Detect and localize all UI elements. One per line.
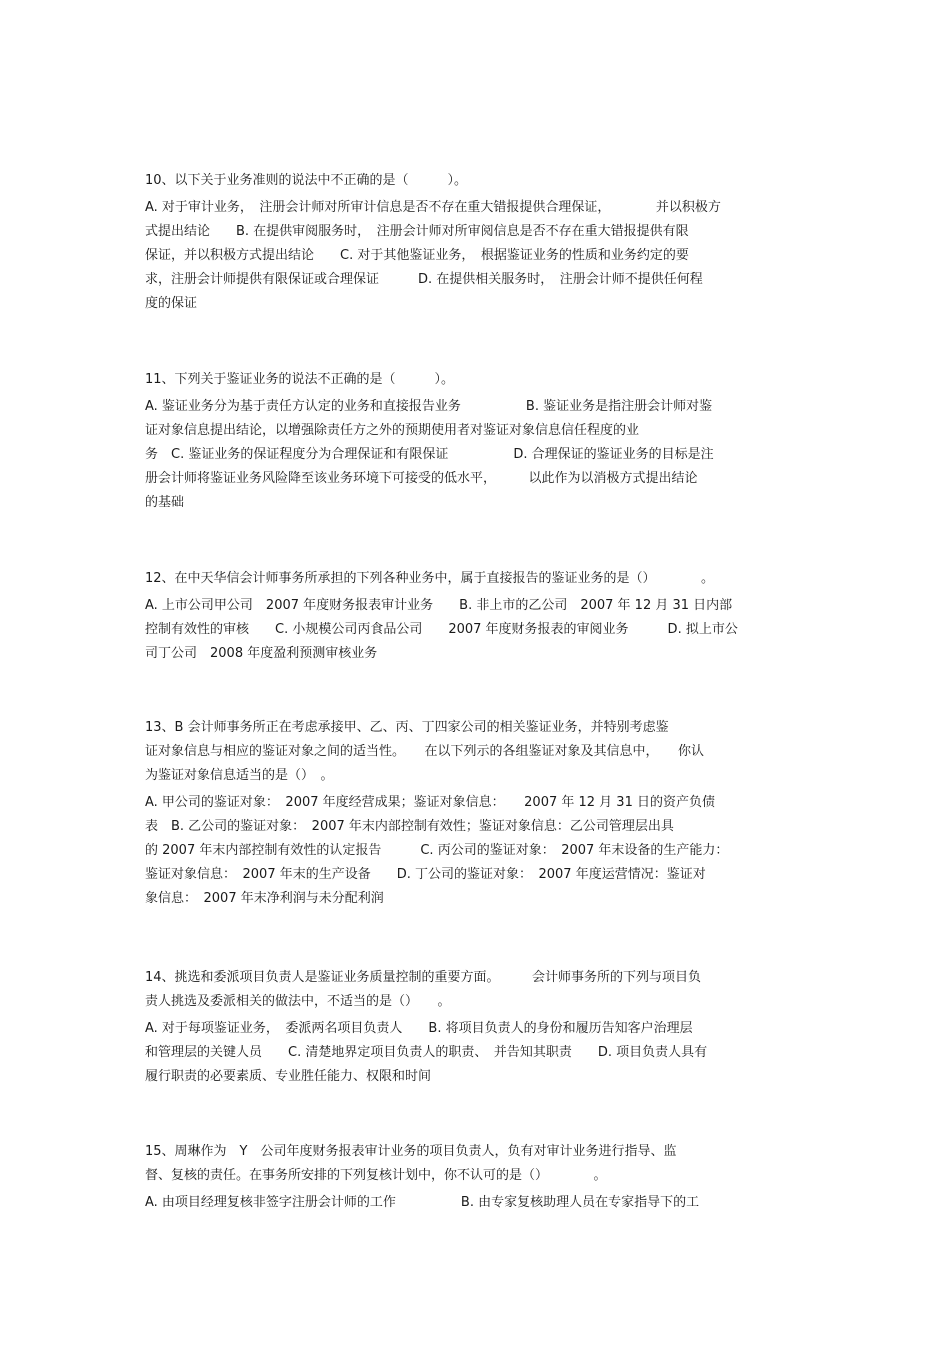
option-line: 控制有效性的审核 C. 小规模公司丙食品公司 2007 年度财务报表的审阅业务 D. 拟上市公 bbox=[145, 622, 738, 637]
question-options bbox=[145, 1191, 810, 1215]
option-line: 的基础 bbox=[145, 495, 185, 510]
option-line: 式提出结论 B. 在提供审阅服务时， 注册会计师对所审阅信息是否不存在重大错报提供有限 bbox=[145, 224, 689, 239]
question-options bbox=[145, 791, 810, 911]
question-12 bbox=[145, 567, 810, 666]
option-line: A. 甲公司的鉴证对象： 2007 年度经营成果；鉴证对象信息： 2007 年 12 月 31 日的资产负债 bbox=[145, 795, 715, 810]
option-line: 保证，并以积极方式提出结论 C. 对于其他鉴证业务， 根据鉴证业务的性质和业务约定的要 bbox=[145, 248, 689, 263]
option-line: A. 对于审计业务， 注册会计师对所审计信息是否不存在重大错报提供合理保证， 并以积极方 bbox=[145, 200, 721, 215]
stem-line: 13、B 会计师事务所正在考虑承接甲、乙、丙、丁四家公司的相关鉴证业务，并特别考虑鉴 bbox=[145, 720, 669, 735]
question-options bbox=[145, 395, 810, 515]
stem-line: 责人挑选及委派相关的做法中，不适当的是（） 。 bbox=[145, 994, 451, 1009]
question-13 bbox=[145, 716, 810, 911]
question-options bbox=[145, 1017, 810, 1089]
stem-line: 12、在中天华信会计师事务所承担的下列各种业务中，属于直接报告的鉴证业务的是（） 。 bbox=[145, 571, 715, 586]
question-stem bbox=[145, 716, 810, 788]
option-line: 务 C. 鉴证业务的保证程度分为合理保证和有限保证 D. 合理保证的鉴证业务的目标是注 bbox=[145, 447, 714, 462]
stem-line: 11、下列关于鉴证业务的说法不正确的是（ ）。 bbox=[145, 372, 455, 387]
option-line: 证对象信息提出结论，以增强除责任方之外的预期使用者对鉴证对象信息信任程度的业 bbox=[145, 423, 640, 438]
question-stem bbox=[145, 1140, 810, 1188]
stem-line: 证对象信息与相应的鉴证对象之间的适当性。 在以下列示的各组鉴证对象及其信息中， 你认 bbox=[145, 744, 705, 759]
question-stem bbox=[145, 169, 810, 193]
question-options bbox=[145, 196, 810, 316]
option-line: 表 B. 乙公司的鉴证对象： 2007 年末内部控制有效性；鉴证对象信息：乙公司管理层出具 bbox=[145, 819, 674, 834]
question-options bbox=[145, 594, 810, 666]
question-14 bbox=[145, 966, 810, 1089]
stem-line: 为鉴证对象信息适当的是（） 。 bbox=[145, 768, 334, 783]
option-line: 和管理层的关键人员 C. 清楚地界定项目负责人的职责、 并告知其职责 D. 项目负责人具有 bbox=[145, 1045, 708, 1060]
option-line: 册会计师将鉴证业务风险降至该业务环境下可接受的低水平， 以此作为以消极方式提出结论 bbox=[145, 471, 698, 486]
option-line: 司丁公司 2008 年度盈利预测审核业务 bbox=[145, 646, 378, 661]
option-line: 履行职责的必要素质、专业胜任能力、权限和时间 bbox=[145, 1069, 432, 1084]
option-line: A. 上市公司甲公司 2007 年度财务报表审计业务 B. 非上市的乙公司 2007 年 12 月 31 日内部 bbox=[145, 598, 733, 613]
option-line: 求，注册会计师提供有限保证或合理保证 D. 在提供相关服务时， 注册会计师不提供任何程 bbox=[145, 272, 703, 287]
question-15 bbox=[145, 1140, 810, 1215]
option-line: A. 鉴证业务分为基于责任方认定的业务和直接报告业务 B. 鉴证业务是指注册会计师对鉴 bbox=[145, 399, 713, 414]
stem-line: 10、以下关于业务准则的说法中不正确的是（ ）。 bbox=[145, 173, 468, 188]
option-line: 的 2007 年末内部控制有效性的认定报告 C. 丙公司的鉴证对象： 2007 年末设备的生产能力： bbox=[145, 843, 729, 858]
option-line: 象信息： 2007 年末净利润与未分配利润 bbox=[145, 891, 384, 906]
option-line: A. 对于每项鉴证业务， 委派两名项目负责人 B. 将项目负责人的身份和履历告知客户治理层 bbox=[145, 1021, 693, 1036]
question-11 bbox=[145, 368, 810, 515]
option-line: 度的保证 bbox=[145, 296, 198, 311]
stem-line: 15、周琳作为 Y 公司年度财务报表审计业务的项目负责人，负有对审计业务进行指导、监 bbox=[145, 1144, 677, 1159]
question-stem bbox=[145, 966, 810, 1014]
stem-line: 14、挑选和委派项目负责人是鉴证业务质量控制的重要方面。 会计师事务所的下列与项目负 bbox=[145, 970, 702, 985]
question-stem bbox=[145, 567, 810, 591]
question-stem bbox=[145, 368, 810, 392]
option-line: A. 由项目经理复核非签字注册会计师的工作 B. 由专家复核助理人员在专家指导下的工 bbox=[145, 1195, 700, 1210]
stem-line: 督、复核的责任。在事务所安排的下列复核计划中，你不认可的是（） 。 bbox=[145, 1168, 607, 1183]
option-line: 鉴证对象信息： 2007 年末的生产设备 D. 丁公司的鉴证对象： 2007 年度运营情况：鉴证对 bbox=[145, 867, 706, 882]
question-10 bbox=[145, 169, 810, 316]
